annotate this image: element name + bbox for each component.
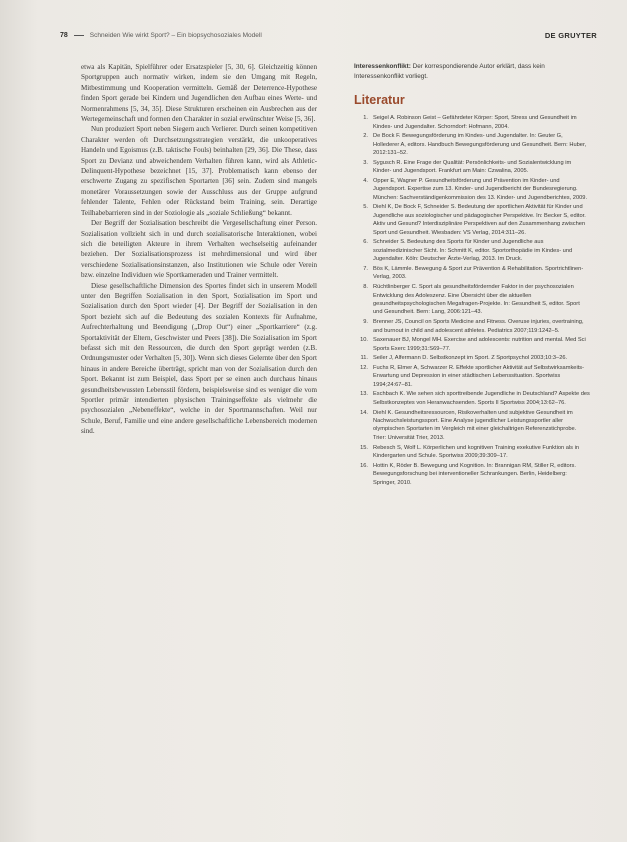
reference-text: Eschbach K. Wie sehen sich sporttreibende Jugendliche in Deutschland? Aspekte des Selbstkonzeptes von Heranwachsenden. Sports Il Sportwiss 2004;13:62–76. bbox=[373, 391, 590, 406]
right-column bbox=[354, 62, 590, 488]
reference-item bbox=[354, 390, 590, 407]
running-header bbox=[60, 28, 597, 42]
literature-heading: Literatur bbox=[354, 93, 405, 108]
reference-text: Seiler J, Alfermann D. Selbstkonzept im Sport. Z Sportpsychol 2003;10:3–26. bbox=[373, 355, 568, 362]
reference-text: Fuchs R, Elmer A, Schwarzer R. Effekte sportlicher Aktivität auf Selbstwirksamkeits-Erwartung und Depression in einer städtischen Lebenssituation. Sportwiss 1994;24:67–81. bbox=[373, 364, 585, 388]
reference-item bbox=[354, 354, 590, 362]
reference-text: Opper E, Wagner P. Gesundheitsförderung und Prävention im Kinder- und Jugendsport. Expertise zum 13. Kinder- und Jugendbericht der Bundesregierung. München: Sachverständigenkommission des 13. Kinder- und Jugendberichtes, 2009. bbox=[373, 177, 588, 201]
reference-item bbox=[354, 364, 590, 389]
reference-text: Diehl K. Gesundheitsressourcen, Risikoverhalten und subjektive Gesundheit im Nachwuchsleistungssport. Eine Analyse jugendlicher Leistungssportler aller olympischen Sportarten im Vergleich mit einer gleichaltrigen Referenzstichprobe. Trier: Universität Trier, 2013. bbox=[373, 409, 577, 441]
reference-number: 13. bbox=[360, 391, 368, 398]
reference-text: Schneider S. Bedeutung des Sports für Kinder und Jugendliche aus sozialmedizinischer Sicht. In: Schmitt K, editor. Sportorthopädie im Kindes- und Jugendalter. Köln: Deutscher Ärzte-Verlag, 2013. Im Druck. bbox=[373, 239, 573, 263]
page-number: 78 bbox=[60, 31, 68, 39]
reference-number: 12. bbox=[360, 364, 368, 371]
reference-number: 5. bbox=[363, 204, 368, 211]
reference-number: 16. bbox=[360, 462, 368, 469]
reference-item bbox=[354, 159, 590, 176]
conflict-of-interest-label: Interessenkonflikt: bbox=[354, 63, 411, 70]
reference-item bbox=[354, 265, 590, 282]
body-paragraph: etwa als Kapitän, Spielführer oder Ersatzspieler [5, 30, 6]. Gleichzeitig können Sportgruppen auch normativ wirken, indem sie den Umgang mit Regeln, Mitbestimmung und Kooperation vermitteln. Gemäß der Deterrence-Hypothese finden Sport gerade bei Kindern und Jugendlichen den Aufbau eines Werte- und Normenrahmens [5, 34, 35]. Diese Strukturen erscheinen ein Ausbrechen aus der Wertegemeinschaft und formen den Charakter in sozial erwünschter Weise [5, 36]. bbox=[81, 63, 317, 124]
reference-number: 15. bbox=[360, 444, 368, 451]
reference-number: 10. bbox=[360, 337, 368, 344]
conflict-of-interest-statement bbox=[354, 62, 590, 81]
body-paragraph: Nun produziert Sport neben Siegern auch Verlierer. Durch seinen kompetitiven Charakter werden oft Durchsetzungsstrategien verstärkt, die unkooperatives Handeln und Egoismus (z.B. taktische Fouls) beinhalten [29, 36]. Die These, dass Sport zu Devianz und abweichendem Verhalten führen kann, wird als Athletic-Delinquent-Hypothese bezeichnet [15, 37]. Problematisch kann ebenso der erschwerte Zugang zu spezifischen Sportarten [36] sein. Zudem sind mangels monetärer Voraussetzungen sowie der Ausschluss aus der Gruppe aufgrund fehlender Talente, Fehlen oder Rückstand beim Training, sein. Derartige Teilhabebarrieren sind in der Soziologie als „soziale Schließung“ bekannt. bbox=[81, 125, 317, 217]
reference-item bbox=[354, 336, 590, 353]
reference-item bbox=[354, 238, 590, 263]
reference-text: Brenner JS, Council on Sports Medicine and Fitness. Overuse injuries, overtraining, and burnout in child and adolescent athletes. Pediatrics 2007;119:1242–5. bbox=[373, 319, 584, 334]
running-title: Schneiden Wie wirkt Sport? – Ein biopsychosoziales Modell bbox=[89, 31, 262, 39]
reference-number: 6. bbox=[363, 239, 368, 246]
reference-number: 1. bbox=[363, 115, 368, 122]
reference-number: 2. bbox=[363, 133, 368, 140]
reference-item bbox=[354, 132, 590, 157]
reference-number: 11. bbox=[360, 355, 368, 362]
reference-text: De Bock F. Bewegungsförderung im Kindes- und Jugendalter. In: Geuter G, Hollederer A, editors. Handbuch Bewegungsförderung und Gesundheit. Bern: Huber, 2012:131–52. bbox=[373, 133, 587, 157]
left-column-body-text bbox=[81, 62, 317, 437]
reference-item bbox=[354, 318, 590, 335]
reference-item bbox=[354, 462, 590, 487]
reference-text: Diehl K, De Bock F, Schneider S. Bedeutung der sportlichen Aktivität für Kinder und Jugendliche aus soziologischer und pädagogischer Perspektive. In: Becker S, editor. Aktiv und Gesund? Interdisziplinäre Perspektiven auf den Zusammenhang zwischen Sport und Gesundheit. Wiesbaden: VS Verlag, 2014:311–26. bbox=[373, 204, 586, 236]
reference-item bbox=[354, 177, 590, 202]
reference-list bbox=[354, 114, 590, 487]
publisher-name: DE GRUYTER bbox=[544, 30, 597, 40]
reference-number: 7. bbox=[363, 266, 368, 273]
reference-item bbox=[354, 203, 590, 237]
reference-text: Sygusch R. Eine Frage der Qualität: Persönlichkeits- und Sozialentwicklung im Kinder- und Jugendsport. Frankfurt am Main: Czwalina, 2005. bbox=[373, 159, 572, 175]
reference-text: Rüchtlinberger C. Sport als gesundheitsfördernder Faktor in der psychosozialen Entwicklung des Adoleszenz. Eine Übersicht über die aktuellen gesundheitspsychologischen Megafragen-Projekte. In: Gesundheit S, editor. Sport und Gesundheit. Bern: Lang, 2006:121–43. bbox=[373, 284, 580, 316]
reference-number: 4. bbox=[363, 177, 368, 184]
reference-text: Bös K, Lämmle. Bewegung & Sport zur Prävention & Rehabilitation. Sportrichtlinen-Verlag, 2003. bbox=[373, 266, 584, 281]
header-rule bbox=[74, 35, 84, 36]
reference-item bbox=[354, 283, 590, 317]
reference-number: 14. bbox=[360, 409, 368, 416]
conflict-of-interest-text: Der korrespondierende Autor erklärt, dass kein Interessenkonflikt vorliegt. bbox=[354, 63, 545, 80]
reference-text: Seigel A. Robinson Geist – Gefährdeter Körper: Sport, Stress und Gesundheit im Kindes- und Jugendalter. Schorndorf: Hofmann, 2004. bbox=[373, 115, 577, 130]
reference-text: Hottin K, Röder B. Bewegung und Kognition. In: Brannigan RM, Stiller R, editors. Bewegungsforschung bei interventioneller Schrankungen. Berlin, Heidelberg: Springer, 2010. bbox=[373, 462, 576, 486]
reference-text: Saxenauer BJ, Mongel MH. Exercise and adolescents: nutrition and mental. Med Sci Sports Exerc 1999;31:S69–77. bbox=[373, 337, 586, 352]
body-paragraph: Der Begriff der Sozialisation beschreibt die Vergesellschaftung einer Person. Sozialisation vollzieht sich in und durch sozialisatorische Interaktionen, wobei sich die beteiligten Akteure in ihrem Verhalten wechselseitig aufeinander beziehen. Der Sozialisationsprozess ist mehrdimensional und wird über verschiedene Sozialisationsinstanzen, also Institutionen wie Schule oder Verein bzw. einzelne Individuen wie Sportkameraden und Trainer vermittelt. bbox=[81, 219, 317, 280]
reference-number: 3. bbox=[363, 159, 368, 166]
reference-number: 9. bbox=[363, 319, 368, 326]
reference-number: 8. bbox=[363, 284, 368, 291]
reference-item bbox=[354, 409, 590, 443]
reference-item bbox=[354, 114, 590, 131]
reference-item bbox=[354, 444, 590, 461]
reference-text: Rebesch S, Wolf L. Körperlichen und kognitiven Training exekutive Funktion als in Kindergarten und Schule. Sportwiss 2009;39:309–17. bbox=[373, 444, 580, 460]
body-paragraph: Diese gesellschaftliche Dimension des Sportes findet sich in unserem Modell unter den Begriffen Sozialisation in den Sport, Sozialisation im Sport und Sozialisation durch den Sport wieder [4]. Der Begriff der Sozialisation in den Sport bezieht sich auf die Bedeutung des sozialen Kontexts für Aufnahme, Aufrechterhaltung und Beendigung („Drop Out“) einer „Sportkarriere“ (z.g. Sportaktivität der Eltern, Geschwister und Peers [38]). Die Sozialisation im Sport befasst sich mit den Ressourcen, die durch den Sport geprägt werden (z.B. Ordnungsmuster oder Verhalten [5, 30]). Wenn sich dieses Gelernte über den Sport hinaus in andere Bereiche überträgt, spricht man von der Sozialisation durch den Sport. Bekannt ist zum Beispiel, dass Sport per se einen auch durchaus hinaus gesundheitsbewussten Lebensstil fördern, beispielsweise sind es weniger die vom Sportler primär intendierten physischen Trainingseffekte als vielmehr die psychosozialen „Nebeneffekte“, welche in der Sportmannschaften. Weil nur Schule, Beruf, Familie und eine andere gesellschaftliche Lebensbereich modernen sind. bbox=[81, 281, 317, 436]
